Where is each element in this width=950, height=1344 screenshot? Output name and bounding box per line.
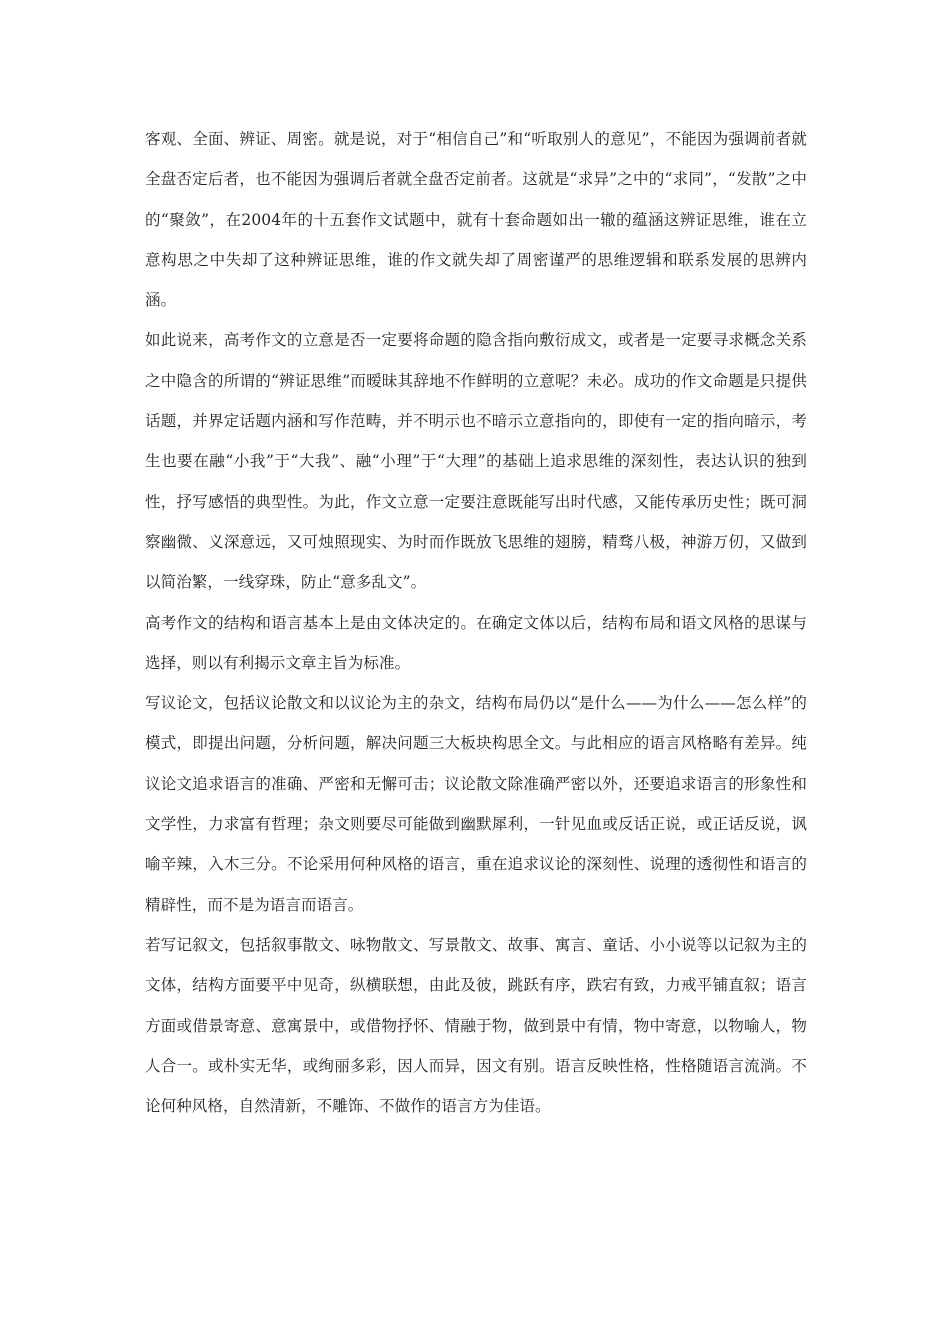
document-body: [145, 119, 807, 1126]
paragraph-3: 高考作文的结构和语言基本上是由文体决定的。在确定文体以后，结构布局和语文风格的思谋与选择，则以有利揭示文章主旨为标准。: [145, 613, 807, 672]
paragraph-1: 客观、全面、辨证、周密。就是说，对于“相信自己”和“听取别人的意见”，不能因为强调前者就全盘否定后者，也不能因为强调后者就全盘否定前者。这就是“求异”之中的“求同”，“发散”之中的“聚敛”，在2004年的十五套作文试题中，就有十套命题如出一辙的蕴涵这辨证思维，谁在立意构思之中失却了这种辨证思维，谁的作文就失却了周密谨严的思维逻辑和联系发展的思辨内涵。: [145, 130, 807, 310]
paragraph-4: 写议论文，包括议论散文和以议论为主的杂文，结构布局仍以“是什么——为什么——怎么样”的模式，即提出问题，分析问题，解决问题三大板块构思全文。与此相应的语言风格略有差异。纯议论文追求语言的准确、严密和无懈可击；议论散文除准确严密以外，还要追求语言的形象性和文学性，力求富有哲理；杂文则要尽可能做到幽默犀利，一针见血或反话正说，或正话反说，讽喻辛辣，入木三分。不论采用何种风格的语言，重在追求议论的深刻性、说理的透彻性和语言的精辟性，而不是为语言而语言。: [145, 694, 807, 914]
paragraph-2: 如此说来，高考作文的立意是否一定要将命题的隐含指向敷衍成文，或者是一定要寻求概念关系之中隐含的所谓的“辨证思维”而暧昧其辞地不作鲜明的立意呢？未必。成功的作文命题是只提供话题，并界定话题内涵和写作范畴，并不明示也不暗示立意指向的，即使有一定的指向暗示，考生也要在融“小我”于“大我”、融“小理”于“大理”的基础上追求思维的深刻性，表达认识的独到性，抒写感悟的典型性。为此，作文立意一定要注意既能写出时代感，又能传承历史性；既可洞察幽微、义深意远，又可烛照现实、为时而作既放飞思维的翅膀，精骛八极，神游万仞，又做到以简治繁，一线穿珠，防止“意多乱文”。: [145, 331, 807, 592]
paragraph-5: 若写记叙文，包括叙事散文、咏物散文、写景散文、故事、寓言、童话、小小说等以记叙为主的文体，结构方面要平中见奇，纵横联想，由此及彼，跳跃有序，跌宕有致，力戒平铺直叙；语言方面或借景寄意、意寓景中，或借物抒怀、情融于物，做到景中有情，物中寄意，以物喻人，物人合一。或朴实无华，或绚丽多彩，因人而异，因文有别。语言反映性格，性格随语言流淌。不论何种风格，自然清新，不雕饰、不做作的语言方为佳语。: [145, 935, 807, 1116]
